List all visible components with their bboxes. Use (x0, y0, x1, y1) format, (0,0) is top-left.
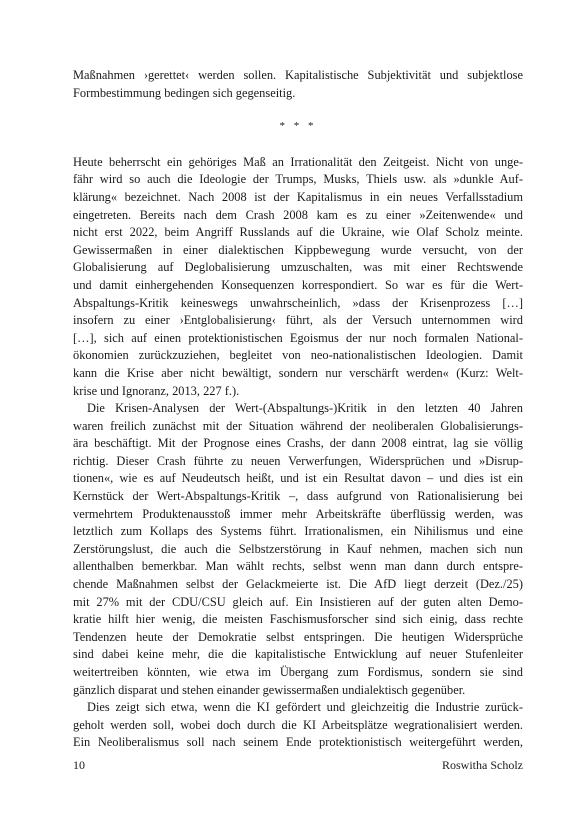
text-line: Heute beherrscht ein gehöriges Maß an Irrationalität den Zeitgeist. Nicht von unge- (73, 154, 523, 169)
text-line: nicht erst 2022, beim Angriff Russlands auf die Ukraine, wie Olaf Scholz meinte. (73, 225, 523, 240)
text-line: letztlich zum Kollaps des Systems führt. Irrationalismen, ein Nihilismus und eine (73, 524, 523, 539)
text-line: mit 27% mit der CDU/CSU gleich auf. Ein Insistieren auf der guten alten Demo- (73, 594, 523, 609)
text-line: fähr wird so auch die Ideologie der Trumps, Musks, Thiels usw. als »dunkle Auf- (73, 172, 523, 187)
text-line: Abspaltungs-Kritik keineswegs unwahrscheinlich, »dass der Krisenprozess […] (73, 295, 523, 310)
text-line: geholt werden soll, wobei doch durch die KI Arbeitsplätze wegrationalisiert werden. (73, 717, 523, 732)
text-line: sind dabei keine mehr, die die kapitalistische Entwicklung auf neuer Stufenleiter (73, 647, 523, 662)
text-line: Kernstück der Wert-Abspaltungs-Kritik –, dass aufgrund von Rationalisierung bei (73, 489, 523, 504)
text-line: Tendenzen heute der Demokratie selbst entspringen. Die heutigen Widersprüche (73, 629, 523, 644)
text-line: gänzlich disparat und stehen einander gewissermaßen undialektisch gegenüber. (73, 682, 466, 697)
text-line: vermehrtem Produktenausstoß immer mehr Arbeitskräfte überflüssig werden, was (73, 506, 523, 521)
text-line: und damit einhergehenden Konsequenzen korrespondiert. So war es für die Wert- (73, 277, 523, 292)
text-line: richtig. Dieser Crash führte zu neuen Verwerfungen, Widersprüchen und »Disrup- (73, 453, 523, 468)
text-line: Dies zeigt sich etwa, wenn die KI gefördert und gleichzeitig die Industrie zurück- (87, 700, 523, 715)
text-line: ökonomien zurückzuziehen, begleitet von neo-nationalistischen Ideologien. Damit (73, 348, 523, 363)
text-line: Globalisierung auf Deglobalisierung umzuschalten, was mit einer Rechtswende (73, 260, 523, 275)
text-line: Gewissermaßen in einer dialektischen Kippbewegung wurde versucht, von der (73, 242, 523, 257)
running-footer-author: Roswitha Scholz (442, 758, 523, 772)
paragraph-3 (73, 699, 523, 752)
text-line: waren freilich zunächst mit der Situation während der neoliberalen Globalisierungs- (73, 418, 523, 433)
text-line: Die Krisen-Analysen der Wert-(Abspaltungs-)Kritik in den letzten 40 Jahren (87, 401, 523, 416)
paragraph-1 (73, 154, 523, 400)
text-body (73, 67, 523, 752)
text-line: Ein Neoliberalismus soll nach seinem Ende protektionistisch weitergeführt werden, (73, 735, 523, 750)
text-line: chende Maßnahmen selbst der Gelackmeierte ist. Die AfD liegt derzeit (Dez./25) (73, 577, 523, 592)
text-line: kann die Krise aber nicht bewältigt, sondern nur verschärft werden« (Kurz: Welt- (73, 365, 523, 380)
section-separator: * * * (279, 120, 317, 133)
text-line: allenthalben bemerkbar. Man wählt rechts, selbst wenn man dann durch entspre- (73, 559, 523, 574)
text-line: eingetreten. Bereits nach dem Crash 2008 kam es zu einer »Zeitenwende« und (73, 207, 523, 222)
text-line: tionen«, wie es auf Neudeutsch heißt, und ist ein Resultat davon – und dies ist ein (73, 471, 523, 486)
text-line: kratie hilft hier wenig, die meisten Faschismusforscher sind sich einig, dass rechte (73, 612, 523, 627)
page-footer (73, 757, 523, 773)
text-line: klärung« bezeichnet. Nach 2008 ist der Kapitalismus in ein neues Verfallsstadium (73, 189, 523, 204)
text-line: […], sich auf einen protektionistischen Egoismus der nur noch formalen National- (73, 330, 523, 345)
text-line: krise und Ignoranz, 2013, 227 f.). (73, 383, 240, 398)
text-line: Zerstörungslust, die auch die Selbstzerstörung in Kauf nehmen, machen sich nun (73, 541, 523, 556)
page-number: 10 (73, 758, 85, 772)
text-line: ära beschäftigt. Mit der Prognose eines Crashs, der dann 2008 eintrat, lag sie völlig (73, 436, 523, 451)
text-line: insofern zu einer ›Entglobalisierung‹ führt, als der Versuch unternommen wird (73, 313, 523, 328)
text-line: weitertreiben könnten, wie etwa im Übergang zum Fordismus, sondern sie sind (73, 665, 523, 679)
paragraph-2 (73, 400, 523, 699)
text-line: Formbestimmung bedingen sich gegenseitig. (73, 85, 296, 100)
paragraph-top (73, 67, 523, 102)
text-line: Maßnahmen ›gerettet‹ werden sollen. Kapitalistische Subjektivität und subjektlose (73, 68, 523, 82)
